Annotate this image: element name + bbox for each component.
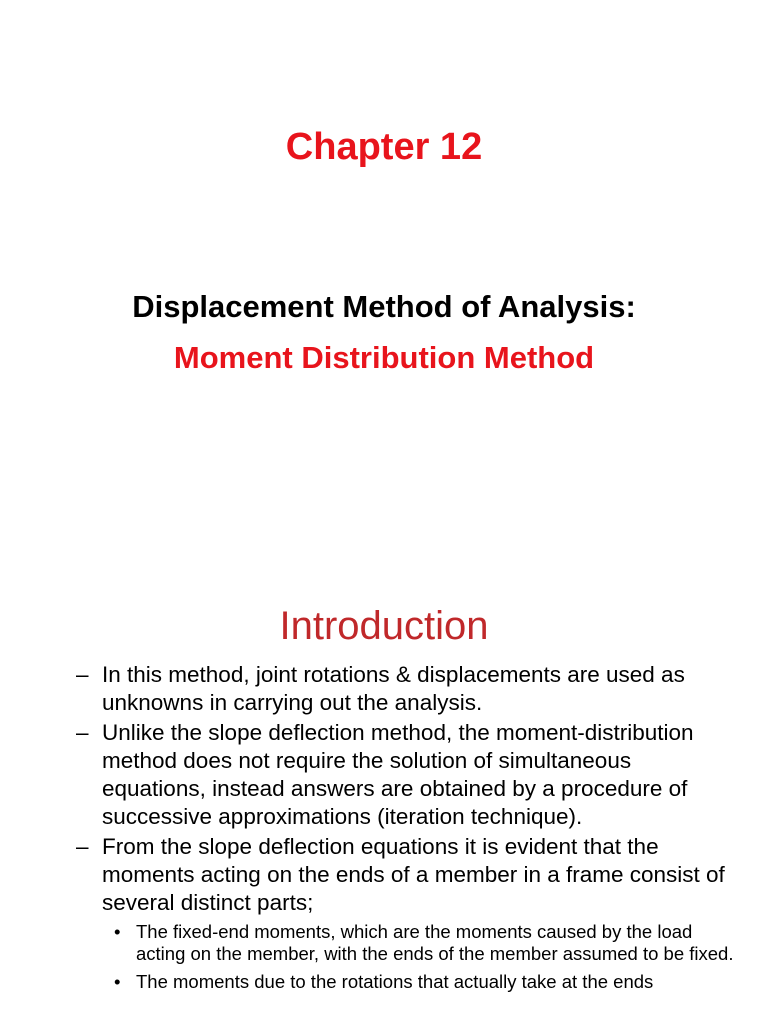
intro-heading: Introduction	[279, 604, 489, 648]
bullet-dot-icon: •	[114, 971, 121, 992]
subtitle-red: Moment Distribution Method	[173, 340, 595, 375]
dash-icon: –	[76, 662, 89, 687]
bullet-text: Unlike the slope deflection method, the moment-distribution method does not require the solution of simultaneous equations, instead answers are obtained by a procedure of successive approximations (iteration technique).	[102, 720, 694, 829]
bullet-dot-icon: •	[114, 921, 121, 942]
bullet-list	[0, 661, 768, 999]
dash-icon: –	[76, 720, 89, 745]
bullet-item	[0, 833, 768, 917]
chapter-title: Chapter 12	[285, 126, 483, 168]
bullet-text: From the slope deflection equations it is evident that the moments acting on the ends of a member in a frame consist of several distinct parts;	[102, 834, 725, 915]
bullet-item	[0, 719, 768, 831]
sub-bullet-item	[0, 921, 768, 965]
sub-bullet-text: The moments due to the rotations that actually take at the ends	[136, 971, 654, 992]
sub-bullet-item	[0, 971, 768, 993]
intro-slide	[0, 576, 768, 1024]
bullet-text: In this method, joint rotations & displacements are used as unknowns in carrying out the analysis.	[102, 662, 685, 715]
sub-bullet-text: The fixed-end moments, which are the moments caused by the load acting on the member, with the ends of the member assumed to be fixed.	[136, 921, 734, 964]
subtitle-main: Displacement Method of Analysis:	[132, 289, 636, 324]
bullet-item	[0, 661, 768, 717]
dash-icon: –	[76, 834, 89, 859]
